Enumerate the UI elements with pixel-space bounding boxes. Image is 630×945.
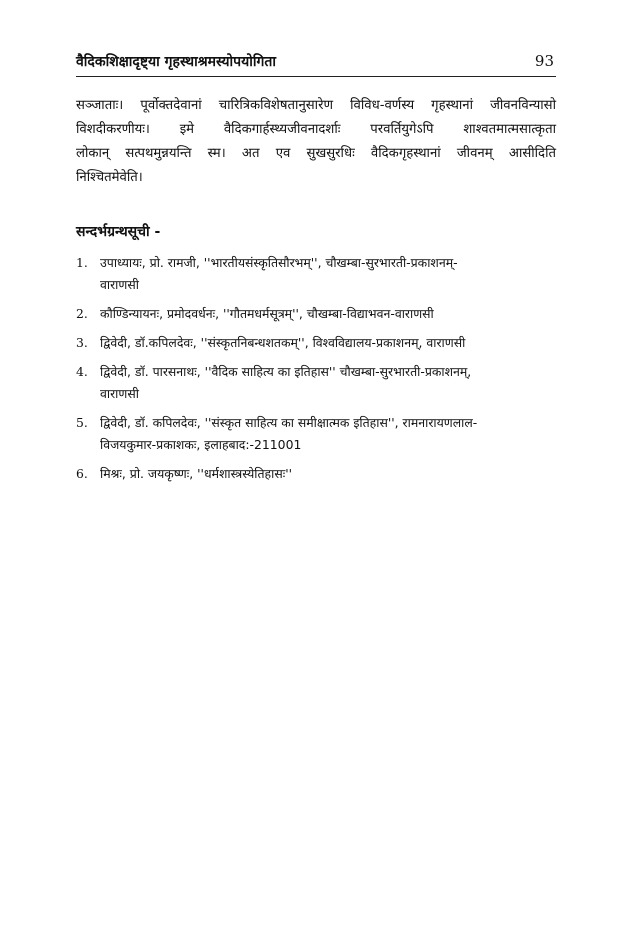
item-text: कौण्डिन्यायनः, प्रमोदवर्धनः, ''गौतमधर्मसूत्रम्'', चौखम्बा-विद्याभवन-वाराणसी [100, 306, 434, 321]
paragraph-line: निश्चितमेवेति। [76, 170, 143, 185]
bibliography-item [76, 252, 558, 296]
item-text: वाराणसी [100, 277, 139, 292]
bibliography-item [76, 412, 558, 456]
item-number: 6. [76, 466, 88, 481]
bibliography-list [76, 252, 558, 492]
bibliography-item [76, 361, 558, 405]
item-number: 4. [76, 364, 88, 379]
item-text: विजयकुमार-प्रकाशकः, इलाहबाद:-211001 [100, 437, 302, 452]
item-text: मिश्रः, प्रो. जयकृष्णः, ''धर्मशास्त्रस्येतिहासः'' [100, 466, 293, 481]
item-number: 1. [76, 255, 88, 270]
paragraph-line: लोकान् सत्पथमुन्नयन्ति स्म। अत एव सुखसुरधिः वैदिकगृहस्थानां जीवनम् आसीदिति [76, 146, 556, 161]
paragraph-line: सञ्जाताः। पूर्वोक्तदेवानां चारित्रिकविशेषतानुसारेण विविध-वर्णस्य गृहस्थानां जीवनविन्यासो [76, 98, 556, 113]
bibliography-item [76, 332, 558, 354]
item-number: 3. [76, 335, 88, 350]
item-text: द्विवेदी, डॉ.कपिलदेवः, ''संस्कृतनिबन्धशतकम्'', विश्वविद्यालय-प्रकाशनम्, वाराणसी [100, 335, 466, 350]
item-number: 2. [76, 306, 88, 321]
item-text: द्विवेदी, डॉ. कपिलदेवः, ''संस्कृत साहित्य का समीक्षात्मक इतिहास'', रामनारायणलाल- [100, 415, 478, 430]
bibliography-item [76, 303, 558, 325]
bibliography-heading: सन्दर्भग्रन्थसूची - [76, 224, 161, 240]
item-text: उपाध्यायः, प्रो. रामजी, ''भारतीयसंस्कृतिसौरभम्'', चौखम्बा-सुरभारती-प्रकाशनम्- [100, 255, 458, 270]
body-paragraph [76, 94, 556, 190]
running-header [76, 48, 556, 77]
item-text: वाराणसी [100, 386, 139, 401]
running-header-title: वैदिकशिक्षादृष्ट्या गृहस्थाश्रमस्योपयोगिता [76, 54, 276, 70]
page-number: 93 [534, 52, 554, 70]
item-number: 5. [76, 415, 88, 430]
item-text: द्विवेदी, डॉ. पारसनाथः, ''वैदिक साहित्य का इतिहास'' चौखम्बा-सुरभारती-प्रकाशनम्, [100, 364, 472, 379]
paragraph-line: विशदीकरणीयः। इमे वैदिकगार्हस्थ्यजीवनादर्शाः परवर्तियुगेऽपि शाश्वतमात्मसात्कृता [76, 122, 556, 137]
bibliography-item [76, 463, 558, 485]
